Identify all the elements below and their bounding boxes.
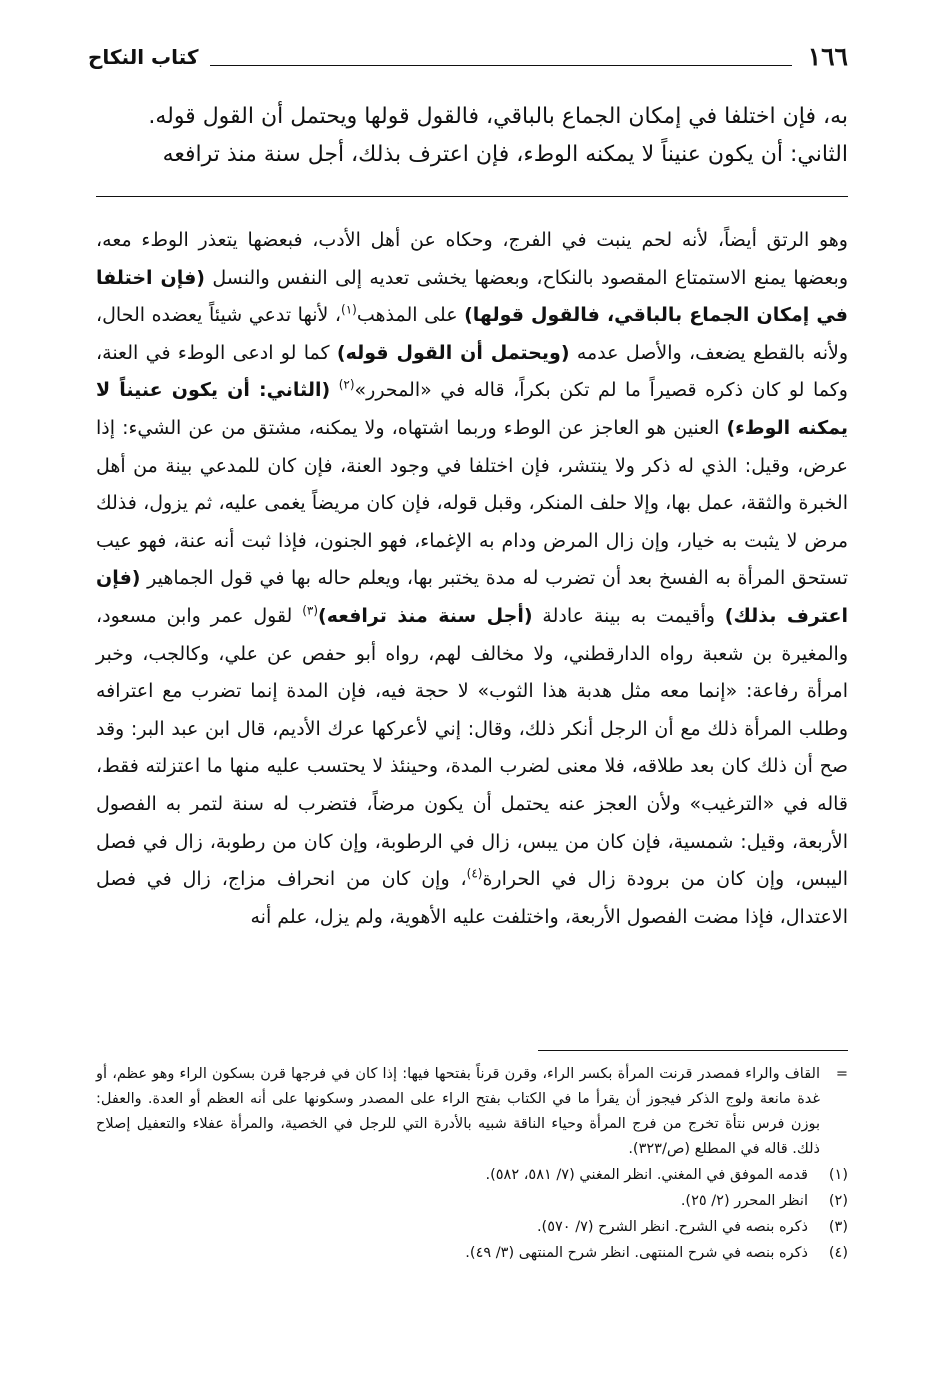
footnote-text: قدمه الموفق في المغني. انظر المغني (٧/ ٥٨١، ٥٨٢). (485, 1167, 808, 1183)
quoted-matn: (أجل سنة منذ ترافعه) (318, 604, 533, 627)
quoted-matn: (فإن اعترف بذلك) (96, 567, 848, 627)
matn-text (96, 98, 848, 174)
quoted-matn: (فإن اختلفا في إمكان الجماع بالباقي، فالقول قولها) (96, 266, 848, 327)
footnote-ref-3: (٣) (302, 603, 319, 618)
footnote-continuation (96, 1062, 848, 1162)
commentary-text (96, 222, 848, 936)
matn-separator (96, 196, 848, 197)
header-rule (210, 65, 791, 66)
footnote-item (96, 1163, 848, 1188)
footnote-ref-2: (٢) (338, 378, 355, 393)
matn-line: الثاني: أن يكون عنيناً لا يمكنه الوطء، فإن اعترف بذلك، أجل سنة منذ ترافعه (162, 142, 848, 167)
commentary-segment: لقول عمر وابن مسعود، والمغيرة بن شعبة رواه الدارقطني، ولا مخالف لهم، رواه أبو حفص عن علي، وكالجب، وخبر امرأة رفاعة: «إنما معه مثل هدبة هذا الثوب» لا حجة فيه، فإن المدة إنما تضرب مع اعترافه وطلب المرأة ذلك مع أن الرجل أنكر ذلك، وقال: إني لأعركها عرك الأديم، قال ابن عبد البر: وقد صح أن ذلك كان بعد طلاقه، فلا معنى لضرب المدة، وحينئذ لا يحتسب عليه منها ما اعتزلته فقط، قاله في «الترغيب» ولأن العجز عنه يحتمل أن يكون مرضاً، فتضرب له سنة لتمر به الفصول الأربعة، وقيل: شمسية، فإن كان من يبس، زال في الرطوبة، وإن كان من رطوبة، زال في فصل اليبس، وإن كان من برودة زال في الحرارة (96, 604, 848, 891)
footnote-item (96, 1189, 848, 1214)
footnote-text: ذكره بنصه في شرح المنتهى. انظر شرح المنتهى (٣/ ٤٩). (465, 1245, 808, 1261)
footnote-ref-1: (١) (341, 302, 357, 317)
commentary-segment: وأقيمت به بينة عادلة (532, 604, 725, 627)
footnote-ref-4: (٤) (466, 866, 483, 881)
footnote-number: (١) (828, 1167, 848, 1183)
commentary-segment: ، وإن كان من انحراف مزاج، زال في فصل الاعتدال، فإذا مضت الفصول الأربعة، واختلفت عليه الأهوية، ولم يزل، علم أنه (96, 868, 848, 928)
commentary-segment: وهو الرتق أيضاً، لأنه لحم ينبت في الفرج، وحكاه عن أهل الأدب، فبعضها يتعذر الوطء معه، وبعضها يمنع الاستمتاع المقصود بالنكاح، وبعضها يخشى تعديه إلى النفس والنسل (96, 229, 848, 289)
quoted-matn: (ويحتمل أن القول قوله) (336, 341, 570, 364)
commentary-segment: ، لأنها تدعي شيئاً يعضده الحال، ولأنه بالقطع يضعف، والأصل عدمه (96, 304, 849, 364)
footnote-item (96, 1241, 848, 1266)
footnote-separator (538, 1050, 848, 1051)
page-header (88, 34, 848, 74)
commentary-segment (330, 379, 339, 401)
footnote-text: انظر المحرر (٢/ ٢٥). (680, 1193, 808, 1209)
footnote-number: (٣) (828, 1219, 848, 1235)
commentary-segment: على المذهب (356, 304, 465, 327)
footnote-number: (٢) (828, 1193, 848, 1209)
continuation-mark: = (835, 1066, 848, 1082)
book-title: كتاب النكاح (88, 45, 199, 69)
footnote-text: القاف والراء فمصدر قرنت المرأة بكسر الراء، وقرن قرناً بفتحها فيها: إذا كان في فرجها قرن بسكون الراء وهو عظم، أو غدة مانعة ولوج الذكر فيجوز أن يقرأ ما في الكتاب بفتح الراء على المصدر وسكونها على أنه العظم أو العدة. والعفل: بوزن فرس نتأة تخرج من فرج المرأة وحياء الناقة شبيه بالأدرة التي للرجل في الخصية، والمرأة عفلاء والتعفيل إصلاح ذلك. قاله في المطلع (ص/٣٢٣). (96, 1066, 820, 1157)
footnote-number: (٤) (828, 1245, 848, 1261)
commentary-segment: العنين هو العاجز عن الوطء وربما اشتهاه، ولا يمكنه، مشتق من عن الشيء: إذا عرض، وقيل: الذي له ذكر ولا ينتشر، فإن اختلفا في وجود العنة، فإن كان للمدعي بينة من أهل الخبرة والثقة، عمل بها، وإلا حلف المنكر، وقبل قوله، فإن كان مريضاً يغمى عليه، ثم يزول، فذلك مرض لا يثبت به خيار، وإن زال المرض ودام به الإغماء، فهو الجنون، فإذا ثبت أنه عنة، فهو عيب تستحق المرأة به الفسخ بعد أن تضرب له مدة يختبر بها، ويعلم حاله بها في قول الجماهير (96, 416, 848, 590)
quoted-matn: (الثاني: أن يكون عنيناً لا يمكنه الوطء) (96, 379, 848, 439)
page-number: ١٦٦ (807, 42, 848, 71)
commentary-paragraph (96, 222, 848, 936)
footnote-text: ذكره بنصه في الشرح. انظر الشرح (٧/ ٥٧٠). (536, 1219, 808, 1235)
commentary-segment: كما لو ادعى الوطء في العنة، وكما لو كان ذكره قصيراً ما لم تكن بكراً، قاله في «المحرر» (96, 341, 848, 402)
footnotes (96, 1062, 848, 1266)
footnote-item (96, 1215, 848, 1240)
matn-line: به، فإن اختلفا في إمكان الجماع بالباقي، فالقول قولها ويحتمل أن القول قوله. (148, 104, 848, 129)
